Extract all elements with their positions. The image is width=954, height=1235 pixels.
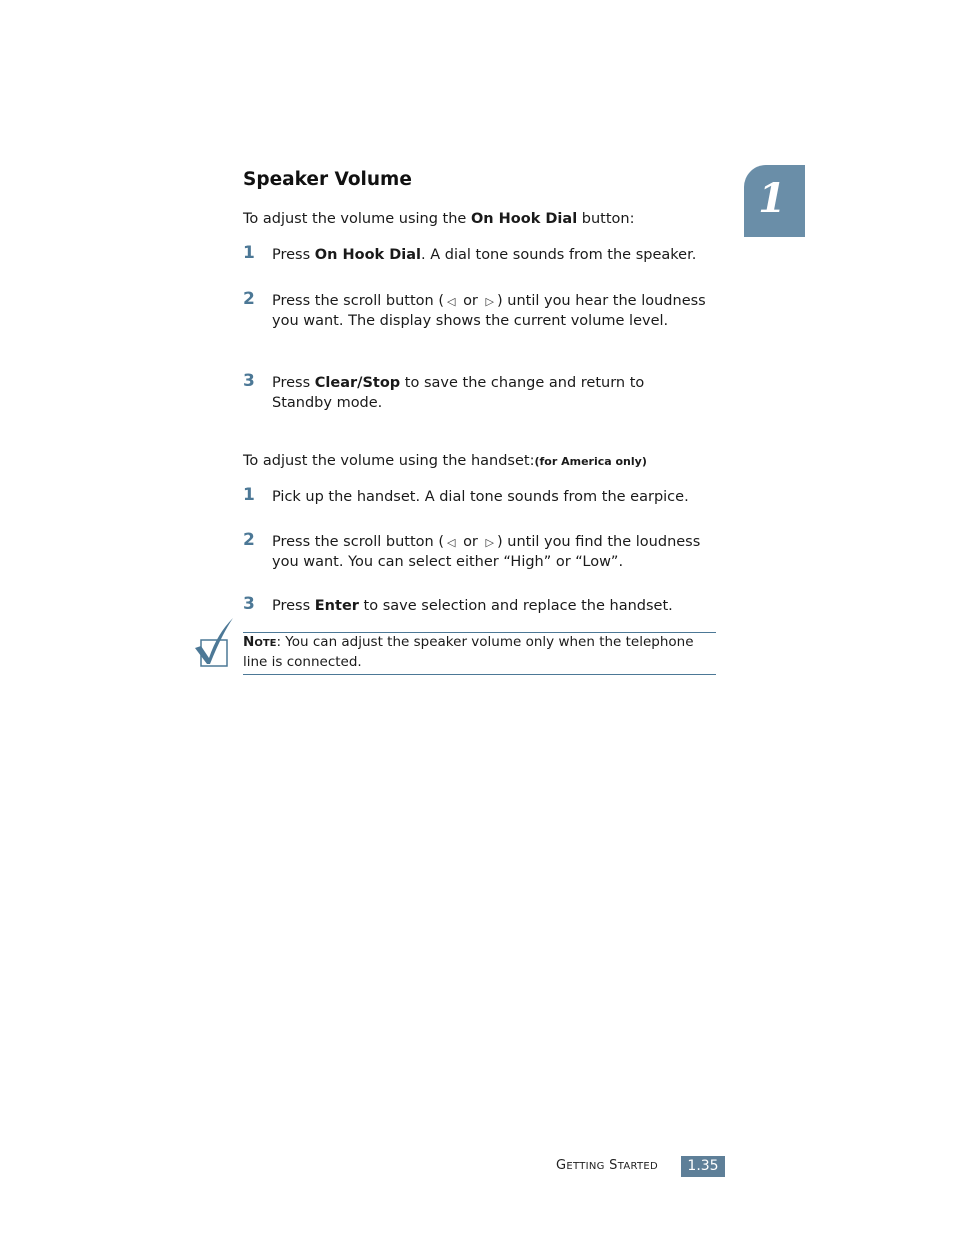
chapter-tab [744, 165, 805, 237]
step-number: 1 [243, 485, 255, 505]
step-number: 1 [243, 243, 255, 263]
chapter-number: 1 [758, 175, 786, 222]
section-title: Speaker Volume [243, 169, 412, 190]
intro-paragraph-2 [243, 452, 647, 471]
step-text: Press the scroll button ( ◁ or ▷ ) until you hear the loudness you want. The display shows the current volume level. [272, 293, 706, 329]
step-text: Press Clear/Stop to save the change and return to Standby mode. [272, 375, 645, 411]
region-note: (for America only) [534, 455, 647, 468]
checkmark-note-icon [193, 616, 235, 668]
scroll-right-icon: ▷ [485, 295, 494, 308]
intro2-text: To adjust the volume using the handset: [243, 453, 535, 469]
step-number: 3 [243, 594, 255, 614]
step-text: Press Enter to save selection and replace the handset. [272, 598, 673, 614]
step-text: Press the scroll button ( ◁ or ▷ ) until you find the loudness you want. You can select either “High” or “Low”. [272, 534, 701, 570]
footer-section-label: GETTING STARTED [556, 1158, 659, 1173]
scroll-left-icon: ◁ [446, 536, 456, 549]
scroll-right-icon: ▷ [485, 536, 494, 549]
intro-paragraph-1 [243, 210, 635, 229]
intro-text: To adjust the volume using the [243, 211, 471, 227]
step-text: Pick up the handset. A dial tone sounds from the earpice. [272, 489, 689, 505]
note-text: NOTE: You can adjust the speaker volume only when the telephone line is connected. [243, 634, 694, 670]
note-label: NOTE [243, 634, 277, 650]
intro-text-end: button: [577, 211, 635, 227]
page-number: 1.35 [681, 1156, 725, 1177]
scroll-left-icon: ◁ [446, 295, 456, 308]
step-number: 3 [243, 371, 255, 391]
note-bottom-rule [243, 674, 716, 675]
intro-bold: On Hook Dial [470, 211, 578, 227]
step-text: Press On Hook Dial. A dial tone sounds from the speaker. [272, 247, 697, 263]
step-number: 2 [243, 289, 255, 309]
step-number: 2 [243, 530, 255, 550]
